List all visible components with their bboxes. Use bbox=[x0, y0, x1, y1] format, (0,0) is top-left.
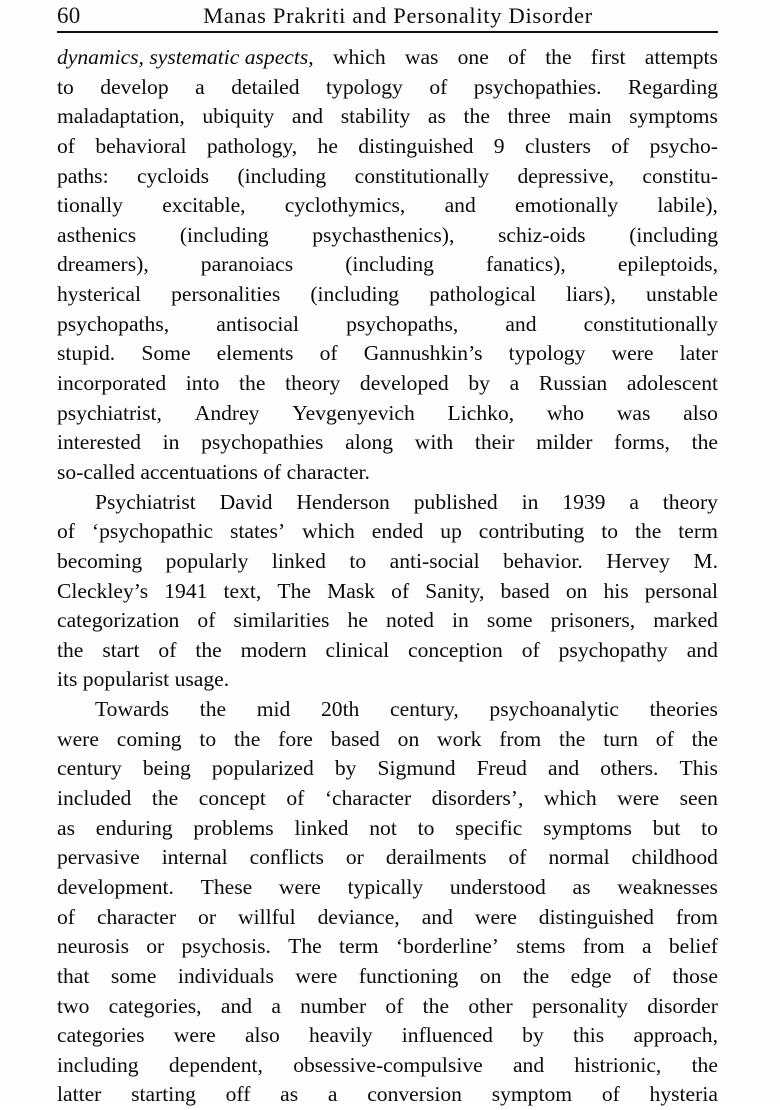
text-line: psychopaths, antisocial psychopaths, and constitutionally bbox=[57, 311, 718, 336]
text-line: pervasive internal conflicts or derailments of normal childhood bbox=[57, 845, 718, 870]
text-line: its popularist usage. bbox=[57, 667, 230, 692]
text-line: dynamics, systematic aspects, which was one of the first attempts bbox=[57, 45, 718, 69]
text-line: of behavioral pathology, he distinguished 9 clusters of psycho- bbox=[57, 133, 718, 158]
text-line: including dependent, obsessive-compulsive and histrionic, the bbox=[57, 1052, 718, 1077]
text-line: categories were also heavily influenced by this approach, bbox=[57, 1023, 718, 1048]
text-line: interested in psychopathies along with their milder forms, the bbox=[57, 430, 718, 455]
text-line: of character or willful deviance, and were distinguished from bbox=[57, 904, 718, 929]
italic-phrase: dynamics, systematic aspects bbox=[57, 45, 309, 69]
text-line: of ‘psychopathic states’ which ended up contributing to the term bbox=[57, 519, 718, 544]
text-line: psychiatrist, Andrey Yevgenyevich Lichko, who was also bbox=[57, 400, 718, 425]
text-line: latter starting off as a conversion symptom of hysteria bbox=[57, 1082, 718, 1107]
text-line: tionally excitable, cyclothymics, and emotionally labile), bbox=[57, 193, 718, 218]
text-line: included the concept of ‘character disorders’, which were seen bbox=[57, 786, 718, 811]
text-line: so-called accentuations of character. bbox=[57, 459, 370, 484]
text-line: paths: cycloids (including constitutionally depressive, constitu- bbox=[57, 163, 718, 188]
text-line: maladaptation, ubiquity and stability as the three main symptoms bbox=[57, 104, 718, 129]
text-line: to develop a detailed typology of psychopathies. Regarding bbox=[57, 74, 718, 99]
running-head bbox=[57, 2, 717, 32]
text-line: development. These were typically understood as weaknesses bbox=[57, 874, 718, 899]
running-head-title: Manas Prakriti and Personality Disorder bbox=[203, 3, 593, 28]
text-line: becoming popularly linked to anti-social behavior. Hervey M. bbox=[57, 548, 718, 573]
text-line: that some individuals were functioning on the edge of those bbox=[57, 963, 718, 988]
text-line: categorization of similarities he noted in some prisoners, marked bbox=[57, 608, 718, 633]
text-line: the start of the modern clinical conception of psychopathy and bbox=[57, 637, 718, 662]
paragraph bbox=[57, 695, 718, 1110]
text-line: Psychiatrist David Henderson published in 1939 a theory bbox=[95, 489, 718, 514]
text-line: Cleckley’s 1941 text, The Mask of Sanity, based on his personal bbox=[57, 578, 718, 603]
text-line: stupid. Some elements of Gannushkin’s typology were later bbox=[57, 341, 718, 366]
page-folio-number: 60 bbox=[57, 3, 81, 28]
text-line: were coming to the fore based on work from the turn of the bbox=[57, 726, 718, 751]
text-line: two categories, and a number of the other personality disorder bbox=[57, 993, 718, 1018]
text-line: dreamers), paranoiacs (including fanatics), epileptoids, bbox=[57, 252, 718, 277]
text-line: hysterical personalities (including pathological liars), unstable bbox=[57, 282, 718, 307]
text-line: asthenics (including psychasthenics), schiz-oids (including bbox=[57, 222, 718, 247]
paragraph bbox=[57, 488, 718, 695]
paragraph bbox=[57, 43, 718, 488]
text-line: as enduring problems linked not to specific symptoms but to bbox=[57, 815, 718, 840]
text-line: Towards the mid 20th century, psychoanalytic theories bbox=[95, 697, 718, 722]
text-line: incorporated into the theory developed by a Russian adolescent bbox=[57, 371, 718, 396]
text-line: neurosis or psychosis. The term ‘borderline’ stems from a belief bbox=[57, 934, 718, 959]
body-text-block bbox=[57, 43, 718, 1110]
header-rule-divider bbox=[57, 31, 718, 33]
text-line: century being popularized by Sigmund Freud and others. This bbox=[57, 756, 718, 781]
